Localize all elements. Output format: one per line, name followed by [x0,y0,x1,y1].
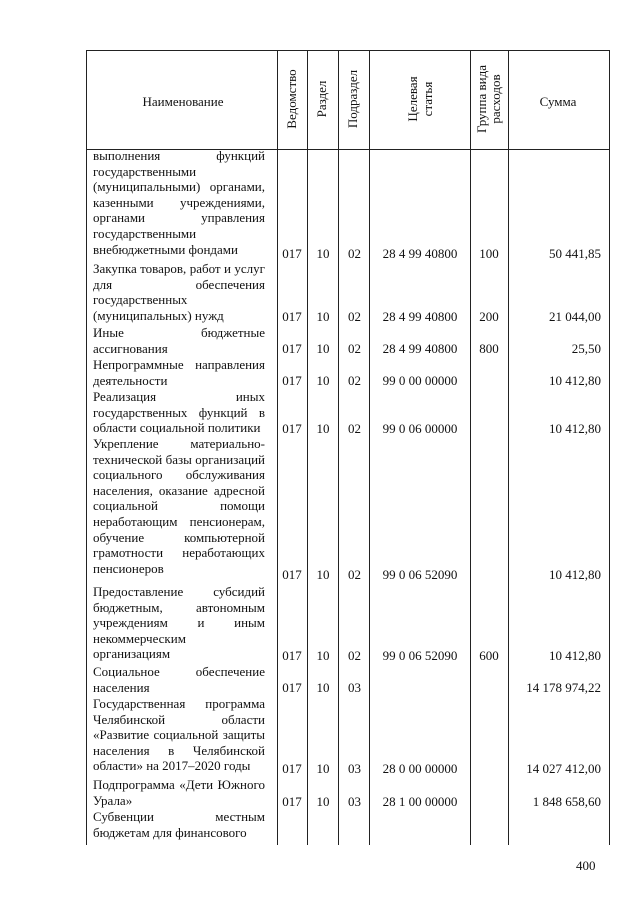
row-name: Государственная программа Челябинской области «Развитие социальной защиты населения в Челябинской области» на 2017–2020 годы [93,696,265,774]
header-vedomstvo: Ведомство [284,69,299,129]
row-vedomstvo: 017 [282,648,302,663]
row-summa: 10 412,80 [549,648,601,663]
row-vedomstvo: 017 [282,567,302,582]
header-podrazdel: Подраздел [345,69,360,129]
row-razdel: 10 [316,373,330,388]
row-summa: 14 027 412,00 [526,761,601,776]
row-podrazdel: 02 [348,567,361,582]
row-vedomstvo: 017 [282,341,302,356]
row-razdel: 10 [316,680,330,695]
header-name: Наименование [142,94,224,109]
row-podrazdel: 02 [348,421,361,436]
column-divider [609,50,610,845]
row-celevaya: 28 4 99 40800 [382,341,458,356]
row-celevaya: 99 0 06 52090 [382,567,458,582]
row-name: Реализация иных государственных функций в области социальной политики [93,389,265,436]
column-divider [508,50,509,845]
row-razdel: 10 [316,421,330,436]
column-divider [86,50,87,845]
row-celevaya: 99 0 06 00000 [382,421,458,436]
row-podrazdel: 03 [348,794,361,809]
row-podrazdel: 02 [348,341,361,356]
row-razdel: 10 [316,794,330,809]
column-divider [369,50,370,845]
row-name: Укрепление материально-технической базы организаций социального обслуживания населения, оказание адресной социальной помощи неработающим пенсионерам, обучение компьютерной грамотности неработающих пенсионеров [93,436,265,576]
row-podrazdel: 02 [348,246,361,261]
row-podrazdel: 03 [348,680,361,695]
page-number: 400 [576,858,596,873]
row-summa: 10 412,80 [549,567,601,582]
row-razdel: 10 [316,761,330,776]
row-celevaya: 28 0 00 00000 [382,761,458,776]
column-divider [277,50,278,845]
row-name: Подпрограмма «Дети Южного Урала» [93,777,265,808]
row-vedomstvo: 017 [282,794,302,809]
row-name: Закупка товаров, работ и услуг для обеспечения государственных (муниципальных) нужд [93,261,265,323]
header-gruppa-line2: расходов [488,74,503,124]
row-podrazdel: 03 [348,761,361,776]
row-podrazdel: 02 [348,373,361,388]
column-divider [470,50,471,845]
row-summa: 10 412,80 [549,373,601,388]
row-razdel: 10 [316,341,330,356]
row-summa: 14 178 974,22 [526,680,601,695]
row-celevaya: 99 0 00 00000 [382,373,458,388]
row-vedomstvo: 017 [282,421,302,436]
row-summa: 50 441,85 [549,246,601,261]
row-summa: 21 044,00 [549,309,601,324]
row-name: Субвенции местным бюджетам для финансового [93,809,265,840]
row-celevaya: 99 0 06 52090 [382,648,458,663]
header-summa: Сумма [539,94,577,109]
row-razdel: 10 [316,567,330,582]
row-summa: 1 848 658,60 [532,794,601,809]
row-gruppa: 100 [479,246,499,261]
row-name: Предоставление субсидий бюджетным, автономным учреждениям и иным некоммерческим организациям [93,584,265,662]
row-razdel: 10 [316,309,330,324]
row-celevaya: 28 1 00 00000 [382,794,458,809]
header-celevaya-line2: статья [420,81,435,117]
row-name: Социальное обеспечение населения [93,664,265,695]
column-divider [307,50,308,845]
header-razdel: Раздел [314,80,329,118]
table-top-border [86,50,610,51]
column-divider [338,50,339,845]
row-name: Иные бюджетные ассигнования [93,325,265,356]
row-vedomstvo: 017 [282,309,302,324]
row-razdel: 10 [316,648,330,663]
row-vedomstvo: 017 [282,680,302,695]
header-gruppa-line1: Группа вида [474,65,489,133]
row-vedomstvo: 017 [282,246,302,261]
row-gruppa: 600 [479,648,499,663]
row-name: выполнения функций государственными (муниципальными) органами, казенными учреждениями, органами управления государственными внебюджетными фондами [93,148,265,257]
row-razdel: 10 [316,246,330,261]
row-gruppa: 200 [479,309,499,324]
row-podrazdel: 02 [348,648,361,663]
row-celevaya: 28 4 99 40800 [382,246,458,261]
row-vedomstvo: 017 [282,373,302,388]
row-summa: 10 412,80 [549,421,601,436]
header-celevaya-line1: Целевая [405,76,420,122]
row-podrazdel: 02 [348,309,361,324]
row-celevaya: 28 4 99 40800 [382,309,458,324]
row-summa: 25,50 [571,341,601,356]
row-gruppa: 800 [479,341,499,356]
row-vedomstvo: 017 [282,761,302,776]
row-name: Непрограммные направления деятельности [93,357,265,388]
